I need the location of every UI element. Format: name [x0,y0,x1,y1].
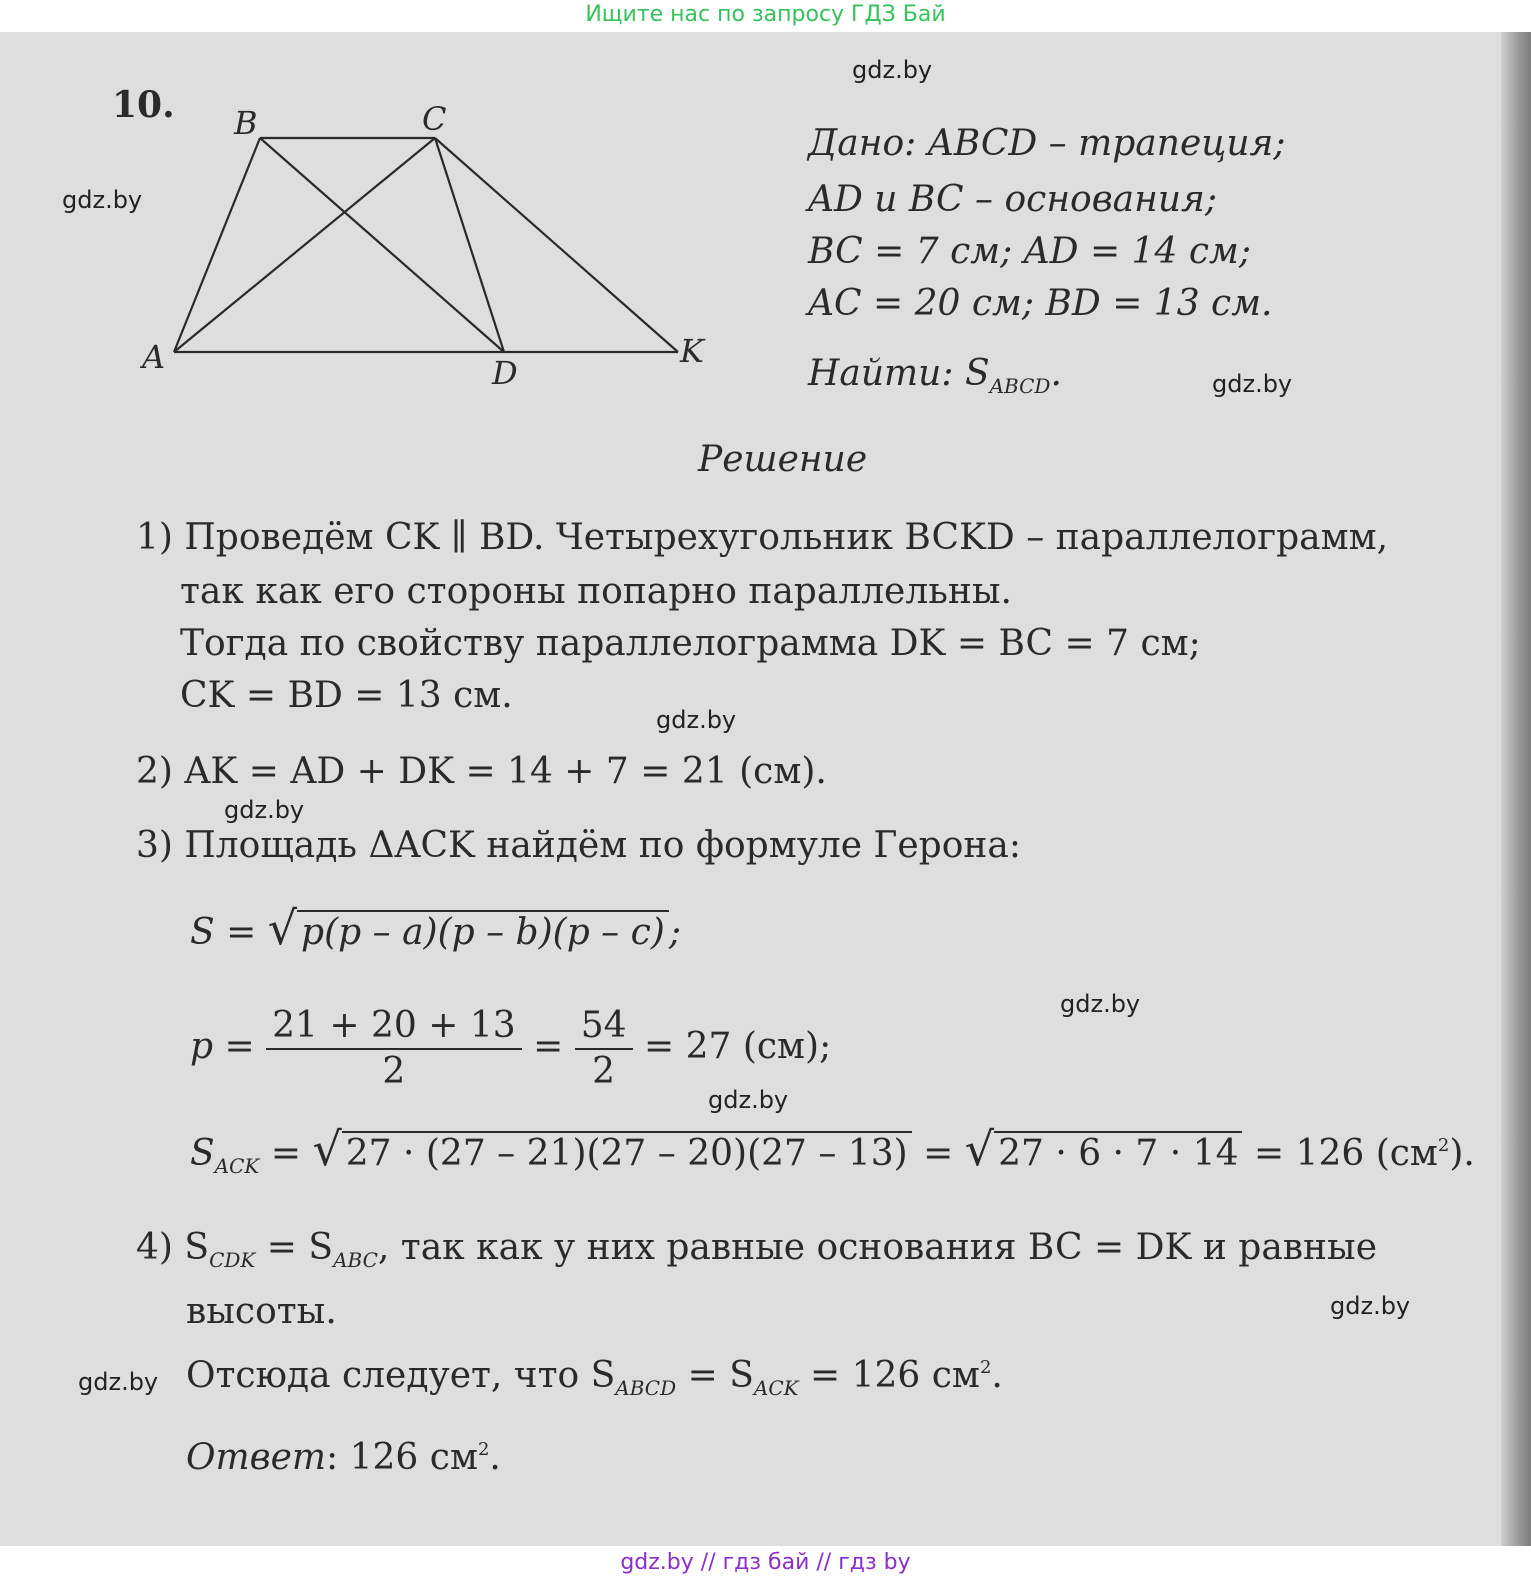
segment-ab [174,138,260,352]
watermark: gdz.by [62,186,143,214]
step-1-line-1: 1) Проведём CK ∥ BD. Четырехугольник BCKD – параллелограмм, [136,517,1389,558]
step-2: 2) AK = AD + DK = 14 + 7 = 21 (см). [136,751,827,792]
step-1-line-4: CK = BD = 13 см. [180,675,513,716]
answer-line: Ответ: 126 $см^2$. [186,1437,501,1478]
label-b: B [234,104,258,142]
find-line: Найти: $S_{ABCD}$. [808,353,1062,398]
solution-title: Решение [698,439,868,480]
diagonal-ac [174,138,435,352]
semi-perimeter: p = $\frac{21 + 20 + 13}{2}$ = $\frac{54}{2}$ = 27 (см); [190,1005,832,1092]
step-4-line-3: Отсюда следует, что $S_{ABCD} = S_{ACK} = 126$ $см^2$. [186,1355,1003,1400]
diagonal-bd [260,138,504,352]
problem-number: 10. [112,84,175,126]
label-k: K [680,332,704,370]
step-4-line-1: 4) $S_{CDK} = S_{ABC}$, так как у них равные основания BC = DK и равные [136,1227,1377,1272]
given-line-3: BC = 7 см; AD = 14 см; [808,231,1251,272]
segment-cd [435,138,504,352]
page-edge-shadow [1501,32,1531,1546]
step-1-line-3: Тогда по свойству параллелограмма DK = BC = 7 см; [180,623,1201,664]
given-line-1: Дано: ABCD – трапеция; [808,123,1286,164]
watermark: gdz.by [224,796,305,824]
watermark: gdz.by [1212,370,1293,398]
step-3: 3) Площадь ΔACK найдём по формуле Герона: [136,825,1021,866]
watermark: gdz.by [1330,1292,1411,1320]
given-line-4: AC = 20 см; BD = 13 см. [808,283,1273,324]
label-a: A [142,338,166,376]
top-banner: Ищите нас по запросу ГДЗ Бай [0,0,1531,32]
watermark: gdz.by [656,706,737,734]
trapezoid-figure [140,100,740,390]
area-ack: $S_{ACK}$ = √ 27 · (27 – 21)(27 – 20)(27 – 13) = √ 27 · 6 · 7 · 14 = 126 $(см^2)$. [190,1122,1475,1178]
given-line-2: AD и BC – основания; [808,179,1217,220]
segment-ck [435,138,678,352]
watermark: gdz.by [78,1368,159,1396]
heron-formula: S = √ p(p – a)(p – b)(p – c) ; [190,901,681,955]
watermark: gdz.by [1060,990,1141,1018]
watermark: gdz.by [708,1086,789,1114]
label-d: D [492,354,518,390]
step-1-line-2: так как его стороны попарно параллельны. [180,571,1012,612]
label-c: C [422,100,447,138]
step-4-line-2: высоты. [186,1291,337,1332]
bottom-banner: gdz.by // гдз бай // гдз by [0,1546,1531,1582]
watermark: gdz.by [852,56,933,84]
